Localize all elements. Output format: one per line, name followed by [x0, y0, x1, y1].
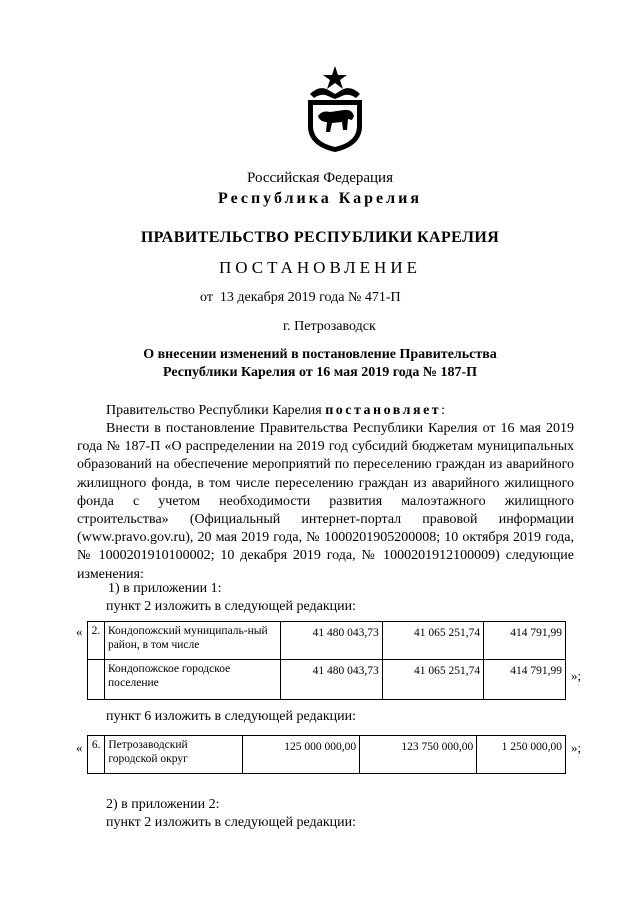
row-index: 6.	[88, 736, 105, 774]
row-value-2: 123 750 000,00	[360, 736, 477, 774]
coat-of-arms-icon	[300, 64, 370, 154]
close-quote: »;	[571, 740, 582, 755]
row-value-1: 41 480 043,73	[281, 622, 382, 660]
decree-date: от 13 декабря 2019 года № 471-П	[200, 290, 401, 305]
preamble-colon: :	[441, 403, 446, 418]
row-value-1: 41 480 043,73	[281, 660, 382, 700]
body-paragraph: Внести в постановление Правительства Республики Карелия от 16 мая 2019 года № 187-П «О распределении на 2019 год субсидий бюджетам муниципальных образований на обеспечение мероприятий по переселению граждан из аварийного жилищного фонда, в том числе переселению граждан из аварийного жилищного фонда с учетом необходимости развития малоэтажного жилищного строительства» (Официальный интернет-портал правовой информации (www.pravo.gov.ru), 20 мая 2019 года, № 1000201905200008; 10 октября 2019 года, № 1000201910100002; 10 декабря 2019 года, № 1000201912100009) следующие изменения:	[77, 421, 574, 582]
row-value-2: 41 065 251,74	[382, 622, 483, 660]
item-1-point-6: пункт 6 изложить в следующей редакции:	[106, 709, 356, 724]
row-name: Кондопожское городское поселение	[104, 660, 280, 700]
row-name: Петрозаводский городской округ	[105, 736, 243, 774]
row-value-3: 414 791,99	[484, 660, 566, 700]
government-title: ПРАВИТЕЛЬСТВО РЕСПУБЛИКИ КАРЕЛИЯ	[140, 229, 500, 246]
table-row	[88, 622, 566, 660]
row-value-2: 41 065 251,74	[382, 660, 483, 700]
item-2-point-2: пункт 2 изложить в следующей редакции:	[106, 815, 356, 830]
item-1: 1) в приложении 1:	[108, 581, 222, 596]
table-appendix1-point2	[87, 621, 566, 700]
row-index	[88, 660, 105, 700]
item-2: 2) в приложении 2:	[106, 797, 220, 812]
close-quote: »;	[571, 668, 582, 683]
decree-title	[0, 346, 640, 382]
open-quote: «	[76, 624, 83, 639]
row-value-3: 1 250 000,00	[477, 736, 566, 774]
row-name: Кондопожский муниципаль-ный район, в том числе	[104, 622, 280, 660]
table-row	[88, 736, 566, 774]
table-appendix1-point6	[87, 735, 566, 774]
preamble-subject: Правительство Республики Карелия	[106, 403, 326, 418]
preamble	[106, 403, 445, 419]
decree-title-line2: Республики Карелия от 16 мая 2019 года № 187-П	[162, 365, 478, 380]
row-value-3: 414 791,99	[484, 622, 566, 660]
open-quote: «	[76, 740, 83, 755]
row-index: 2.	[88, 622, 105, 660]
item-1-point-2: пункт 2 изложить в следующей редакции:	[106, 599, 356, 614]
republic-name: Республика Карелия	[218, 190, 422, 207]
row-value-1: 125 000 000,00	[242, 736, 359, 774]
country-name: Российская Федерация	[247, 170, 393, 186]
city-name: г. Петрозаводск	[283, 319, 376, 334]
decree-title-line1: О внесении изменений в постановление Правительства	[143, 347, 497, 362]
document-type: ПОСТАНОВЛЕНИЕ	[218, 258, 421, 277]
preamble-verb: постановляет	[325, 403, 442, 418]
table-row	[88, 660, 566, 700]
